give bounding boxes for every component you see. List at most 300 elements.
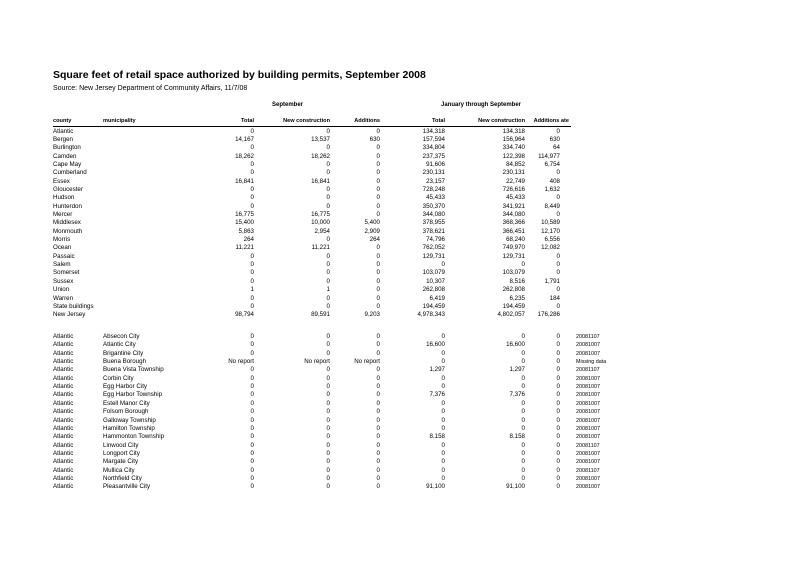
ytd-total-cell: 129,731 (422, 252, 445, 260)
ytd-total-cell: 0 (441, 449, 445, 457)
ytd-new-construction-cell: 0 (521, 449, 525, 457)
county-cell: Gloucester (53, 185, 83, 193)
ytd-additions-cell: 0 (556, 408, 560, 416)
county-cell: Camden (53, 152, 77, 160)
additions-cell: 0 (376, 483, 380, 491)
ytd-new-construction-cell: 341,921 (502, 202, 525, 210)
municipality-cell: Margate City (103, 458, 139, 466)
county-cell: Salem (53, 261, 71, 269)
ytd-total-cell: 0 (441, 261, 445, 269)
county-cell: Burlington (53, 144, 81, 152)
county-cell: Cape May (53, 160, 82, 168)
municipality-cell: Corbin City (103, 374, 134, 382)
data-date-cell: 20081107 (576, 367, 600, 374)
ytd-total-cell: 74,796 (426, 236, 445, 244)
ytd-new-construction-cell: 122,398 (502, 152, 525, 160)
total-cell: 18,262 (235, 152, 254, 160)
ytd-additions-cell: 114,977 (538, 152, 560, 160)
total-cell: 0 (250, 277, 254, 285)
total-cell: 0 (250, 160, 254, 168)
additions-cell: 0 (376, 252, 380, 260)
ytd-total-cell: 237,375 (422, 152, 445, 160)
ytd-total-cell: 103,079 (422, 269, 445, 277)
ytd-additions-cell: 0 (556, 366, 560, 374)
table-row (0, 253, 800, 261)
new-construction-cell: 0 (326, 252, 330, 260)
additions-cell: 0 (376, 261, 380, 269)
ytd-new-construction-cell: 22,749 (506, 177, 525, 185)
ytd-new-construction-cell: 0 (521, 474, 525, 482)
ytd-new-construction-cell: 0 (521, 358, 525, 366)
ytd-total-cell: 0 (441, 408, 445, 416)
table-row (0, 261, 800, 269)
ytd-new-construction-cell: 0 (521, 424, 525, 432)
county-cell: Atlantic (53, 374, 74, 382)
ytd-total-cell: 91,100 (426, 483, 445, 491)
additions-cell: 0 (376, 383, 380, 391)
table-row (0, 186, 800, 194)
ytd-new-construction-cell: 0 (521, 261, 525, 269)
new-construction-cell: 0 (326, 194, 330, 202)
new-construction-cell: 0 (326, 160, 330, 168)
municipality-cell: Egg Harbor Township (103, 391, 163, 399)
municipality-cell: Folsom Borough (103, 408, 149, 416)
county-cell: Somerset (53, 269, 80, 277)
new-construction-cell: 0 (326, 333, 330, 340)
total-cell: 0 (250, 185, 254, 193)
total-cell: 0 (250, 408, 254, 416)
total-cell: 0 (250, 383, 254, 391)
new-construction-cell: 16,841 (311, 177, 330, 185)
ytd-new-construction-cell: 368,366 (502, 219, 525, 227)
total-cell: 16,775 (235, 211, 254, 218)
new-construction-cell: 0 (326, 383, 330, 391)
data-date-cell: 20081007 (576, 409, 600, 416)
ytd-new-construction-cell: 194,459 (502, 302, 525, 310)
additions-cell: 0 (376, 185, 380, 193)
new-construction-cell: 0 (326, 302, 330, 310)
table-row (0, 358, 800, 366)
ytd-additions-cell: 12,170 (541, 227, 560, 235)
ytd-additions-cell: 184 (549, 294, 560, 302)
ytd-additions-cell: 0 (556, 333, 560, 340)
new-construction-cell: 0 (326, 185, 330, 193)
group-header-ytd: January through September (441, 102, 522, 108)
new-construction-cell: 2,954 (314, 227, 330, 235)
county-cell: Atlantic (53, 341, 74, 349)
ytd-total-cell: 0 (441, 399, 445, 407)
additions-cell: 0 (376, 449, 380, 457)
total-cell: 0 (250, 169, 254, 177)
new-construction-cell: 0 (326, 408, 330, 416)
additions-cell: 0 (376, 341, 380, 349)
ytd-total-cell: 1,297 (429, 366, 445, 374)
ytd-new-construction-cell: 129,731 (502, 252, 525, 260)
table-row (0, 136, 800, 144)
ytd-new-construction-cell: 366,451 (502, 227, 525, 235)
ytd-additions-cell: 1,632 (544, 185, 560, 193)
ytd-new-construction-cell: 6,235 (509, 294, 525, 302)
new-construction-cell: 0 (326, 127, 330, 135)
additions-cell: 0 (376, 366, 380, 374)
ytd-additions-cell: 0 (556, 211, 560, 218)
county-cell: Middlesex (53, 219, 81, 227)
table-row (0, 178, 800, 186)
table-row (0, 383, 800, 391)
additions-cell: 0 (376, 408, 380, 416)
table-row (0, 391, 800, 399)
total-cell: 0 (250, 466, 254, 474)
table-row (0, 269, 800, 277)
municipality-cell: Buena Vista Township (103, 366, 164, 374)
additions-cell: 0 (376, 177, 380, 185)
ytd-additions-cell: 0 (556, 449, 560, 457)
ytd-new-construction-cell: 0 (521, 416, 525, 424)
municipality-cell: Hamilton Township (103, 424, 155, 432)
new-construction-cell: 0 (326, 391, 330, 399)
ytd-total-cell: 134,318 (422, 127, 445, 135)
total-cell: 0 (250, 416, 254, 424)
data-date-cell: 20081007 (576, 459, 600, 466)
ytd-new-construction-cell: 7,376 (509, 391, 525, 399)
additions-cell: 0 (376, 424, 380, 432)
table-row (0, 219, 800, 227)
table-row (0, 244, 800, 252)
county-cell: Atlantic (53, 458, 74, 466)
ytd-new-construction-cell: 334,740 (502, 144, 525, 152)
new-construction-cell: 18,262 (311, 152, 330, 160)
municipality-cell: Linwood City (103, 441, 139, 449)
new-construction-cell: 0 (326, 202, 330, 210)
new-construction-cell: No report (304, 358, 330, 366)
additions-cell: 0 (376, 127, 380, 135)
ytd-total-cell: 0 (441, 466, 445, 474)
ytd-total-cell: 378,621 (422, 227, 445, 235)
total-cell: 0 (250, 366, 254, 374)
county-cell: Atlantic (53, 449, 74, 457)
additions-cell: 0 (376, 399, 380, 407)
table-row (0, 169, 800, 177)
county-cell: Atlantic (53, 127, 74, 135)
table-row (0, 144, 800, 152)
table-row (0, 366, 800, 374)
ytd-total-cell: 762,052 (422, 244, 445, 252)
ytd-total-cell: 0 (441, 416, 445, 424)
municipality-cell: Egg Harbor City (103, 383, 148, 391)
additions-cell: 5,400 (364, 219, 380, 227)
group-header-september: September (272, 102, 304, 108)
county-cell: Atlantic (53, 474, 74, 482)
municipality-cell: Brigantine City (103, 349, 144, 357)
ytd-total-cell: 230,131 (422, 169, 445, 177)
ytd-additions-cell: 0 (556, 416, 560, 424)
table-row (0, 236, 800, 244)
county-cell: Atlantic (53, 391, 74, 399)
county-cell: Atlantic (53, 408, 74, 416)
table-row (0, 153, 800, 161)
total-cell: 1 (250, 286, 254, 294)
ytd-new-construction-cell: 4,802,057 (497, 311, 525, 319)
ytd-additions-cell: 0 (556, 127, 560, 135)
additions-cell: 0 (376, 194, 380, 202)
new-construction-cell: 10,000 (311, 219, 330, 227)
additions-cell: 9,203 (364, 311, 380, 319)
county-cell: Ocean (53, 244, 72, 252)
additions-cell: 0 (376, 202, 380, 210)
county-cell: Sussex (53, 277, 74, 285)
ytd-additions-cell: 0 (556, 466, 560, 474)
column-header-ytd-total: Total (432, 118, 445, 124)
municipality-cell: Buena Borough (103, 358, 147, 366)
additions-cell: 0 (376, 160, 380, 168)
ytd-total-cell: 7,376 (429, 391, 445, 399)
total-cell: 0 (250, 194, 254, 202)
table-row (0, 295, 800, 303)
data-date-cell: Missing data (576, 359, 607, 366)
municipality-cell: Longport City (103, 449, 140, 457)
ytd-total-cell: 0 (441, 458, 445, 466)
data-date-cell: 20081007 (576, 475, 600, 482)
new-construction-cell: 0 (326, 169, 330, 177)
data-date-cell: 20081007 (576, 434, 600, 441)
total-cell: 0 (250, 252, 254, 260)
ytd-new-construction-cell: 156,964 (502, 135, 525, 143)
new-construction-cell: 16,775 (311, 211, 330, 218)
data-date-cell: 20081107 (576, 467, 600, 474)
county-cell: Atlantic (53, 466, 74, 474)
additions-cell: 0 (376, 416, 380, 424)
data-date-cell: 20081007 (576, 342, 600, 349)
ytd-total-cell: 6,419 (429, 294, 445, 302)
additions-cell: 2,909 (364, 227, 380, 235)
ytd-additions-cell: 0 (556, 483, 560, 491)
total-cell: 0 (250, 333, 254, 340)
new-construction-cell: 0 (326, 424, 330, 432)
new-construction-cell: 0 (326, 474, 330, 482)
additions-cell: 0 (376, 333, 380, 340)
total-cell: No report (228, 358, 254, 366)
county-cell: Bergen (53, 135, 73, 143)
ytd-new-construction-cell: 103,079 (502, 269, 525, 277)
county-cell: Essex (53, 177, 70, 185)
municipality-cell: Absecon City (103, 333, 140, 340)
ytd-new-construction-cell: 0 (521, 333, 525, 340)
county-cell: Monmouth (53, 227, 83, 235)
additions-cell: 0 (376, 244, 380, 252)
total-cell: 0 (250, 441, 254, 449)
new-construction-cell: 0 (326, 483, 330, 491)
ytd-new-construction-cell: 8,158 (509, 433, 525, 441)
column-header-ytd-new-construction: New construction (478, 118, 525, 124)
total-cell: 0 (250, 433, 254, 441)
new-construction-cell: 0 (326, 416, 330, 424)
ytd-additions-cell: 0 (556, 474, 560, 482)
municipality-cell: Atlantic City (103, 341, 136, 349)
ytd-total-cell: 45,433 (426, 194, 445, 202)
additions-cell: 0 (376, 466, 380, 474)
table-row (0, 400, 800, 408)
ytd-new-construction-cell: 8,516 (509, 277, 525, 285)
new-construction-cell: 0 (326, 374, 330, 382)
ytd-new-construction-cell: 726,616 (502, 185, 525, 193)
additions-cell: 0 (376, 474, 380, 482)
table-row (0, 475, 800, 483)
county-cell: Atlantic (53, 333, 74, 340)
table-row (0, 203, 800, 211)
total-cell: 0 (250, 374, 254, 382)
additions-cell: 630 (369, 135, 380, 143)
total-cell: 0 (250, 458, 254, 466)
ytd-total-cell: 0 (441, 374, 445, 382)
total-cell: 16,841 (235, 177, 254, 185)
total-cell: 15,400 (235, 219, 254, 227)
additions-cell: 0 (376, 391, 380, 399)
ytd-new-construction-cell: 68,240 (506, 236, 525, 244)
total-cell: 0 (250, 474, 254, 482)
total-cell: 0 (250, 269, 254, 277)
total-cell: 0 (250, 144, 254, 152)
ytd-total-cell: 0 (441, 358, 445, 366)
new-construction-cell: 0 (326, 277, 330, 285)
ytd-additions-cell: 6,556 (544, 236, 560, 244)
municipality-cell: Estell Manor City (103, 399, 150, 407)
new-construction-cell: 11,221 (311, 244, 330, 252)
ytd-additions-cell: 64 (553, 144, 560, 152)
new-construction-cell: 0 (326, 269, 330, 277)
ytd-total-cell: 0 (441, 349, 445, 357)
column-header-municipality: municipality (103, 118, 136, 124)
total-cell: 0 (250, 202, 254, 210)
county-cell: Hunterdon (53, 202, 82, 210)
table-row (0, 278, 800, 286)
ytd-total-cell: 0 (441, 424, 445, 432)
new-construction-cell: 0 (326, 144, 330, 152)
new-construction-cell: 0 (326, 441, 330, 449)
county-cell: Atlantic (53, 349, 74, 357)
new-construction-cell: 13,537 (311, 135, 330, 143)
total-cell: 0 (250, 341, 254, 349)
ytd-total-cell: 334,804 (422, 144, 445, 152)
data-date-cell: 20081007 (576, 425, 600, 432)
data-date-cell: 20081007 (576, 392, 600, 399)
ytd-additions-cell: 8,449 (544, 202, 560, 210)
new-construction-cell: 0 (326, 261, 330, 269)
county-cell: Atlantic (53, 383, 74, 391)
total-cell: 0 (250, 424, 254, 432)
table-row (0, 128, 800, 136)
ytd-total-cell: 23,157 (426, 177, 445, 185)
additions-cell: 0 (376, 441, 380, 449)
additions-cell: 0 (376, 302, 380, 310)
total-cell: 0 (250, 127, 254, 135)
ytd-new-construction-cell: 262,808 (502, 286, 525, 294)
table-row (0, 417, 800, 425)
table-row (0, 442, 800, 450)
ytd-additions-cell: 0 (556, 358, 560, 366)
new-construction-cell: 0 (326, 349, 330, 357)
ytd-additions-cell: 630 (549, 135, 560, 143)
data-date-cell: 20081007 (576, 384, 600, 391)
ytd-new-construction-cell: 749,970 (502, 244, 525, 252)
ytd-additions-cell: 1,791 (544, 277, 560, 285)
data-date-cell: 20081007 (576, 484, 600, 491)
ytd-total-cell: 16,600 (426, 341, 445, 349)
table-row (0, 458, 800, 466)
additions-cell: 0 (376, 374, 380, 382)
ytd-additions-cell: 12,082 (541, 244, 560, 252)
additions-cell: 0 (376, 277, 380, 285)
ytd-additions-cell: 10,589 (541, 219, 560, 227)
county-cell: Warren (53, 294, 74, 302)
municipality-cell: Pleasantville City (103, 483, 151, 491)
ytd-additions-cell: 6,754 (544, 160, 560, 168)
additions-cell: 0 (376, 169, 380, 177)
county-cell: Morris (53, 236, 71, 244)
ytd-new-construction-cell: 0 (521, 408, 525, 416)
table-row (0, 375, 800, 383)
table-row (0, 211, 800, 219)
county-cell: Atlantic (53, 441, 74, 449)
new-construction-cell: 1 (326, 286, 330, 294)
total-cell: 0 (250, 399, 254, 407)
county-cell: State buildings (53, 302, 94, 310)
municipality-cell: Galloway Township (103, 416, 156, 424)
ytd-additions-cell: 176,286 (537, 311, 560, 319)
ytd-new-construction-cell: 45,433 (506, 194, 525, 202)
ytd-additions-cell: 0 (556, 341, 560, 349)
total-cell: 11,221 (235, 244, 254, 252)
ytd-total-cell: 0 (441, 474, 445, 482)
total-cell: 0 (250, 449, 254, 457)
county-cell: Mercer (53, 211, 73, 218)
column-header-additions: Additions (354, 118, 380, 124)
ytd-additions-cell: 408 (549, 177, 560, 185)
new-construction-cell: 89,591 (311, 311, 330, 319)
additions-cell: 0 (376, 286, 380, 294)
total-cell: 5,863 (238, 227, 254, 235)
ytd-new-construction-cell: 0 (521, 466, 525, 474)
table-row (0, 303, 800, 311)
ytd-additions-cell: 0 (556, 286, 560, 294)
municipality-cell: Mullica City (103, 466, 135, 474)
document-title: Square feet of retail space authorized by building permits, September 2008 (53, 69, 426, 81)
ytd-additions-cell: 0 (556, 441, 560, 449)
county-cell: Cumberland (53, 169, 87, 177)
data-date-cell: 20081007 (576, 350, 600, 357)
ytd-additions-cell: 0 (556, 458, 560, 466)
data-date-cell: 20081007 (576, 417, 600, 424)
county-cell: Atlantic (53, 416, 74, 424)
new-construction-cell: 0 (326, 458, 330, 466)
ytd-additions-cell: 0 (556, 194, 560, 202)
ytd-additions-cell: 0 (556, 269, 560, 277)
table-row (0, 286, 800, 294)
table-row (0, 450, 800, 458)
total-cell: 14,167 (235, 135, 254, 143)
ytd-new-construction-cell: 344,080 (502, 211, 525, 218)
ytd-additions-cell: 0 (556, 399, 560, 407)
ytd-additions-cell: 0 (556, 261, 560, 269)
column-header-total: Total (241, 118, 254, 124)
new-construction-cell: 0 (326, 399, 330, 407)
ytd-total-cell: 194,459 (422, 302, 445, 310)
table-row (0, 341, 800, 349)
total-cell: 0 (250, 261, 254, 269)
ytd-additions-cell: 0 (556, 424, 560, 432)
county-cell: Atlantic (53, 366, 74, 374)
ytd-total-cell: 344,080 (422, 211, 445, 218)
total-cell: 0 (250, 349, 254, 357)
